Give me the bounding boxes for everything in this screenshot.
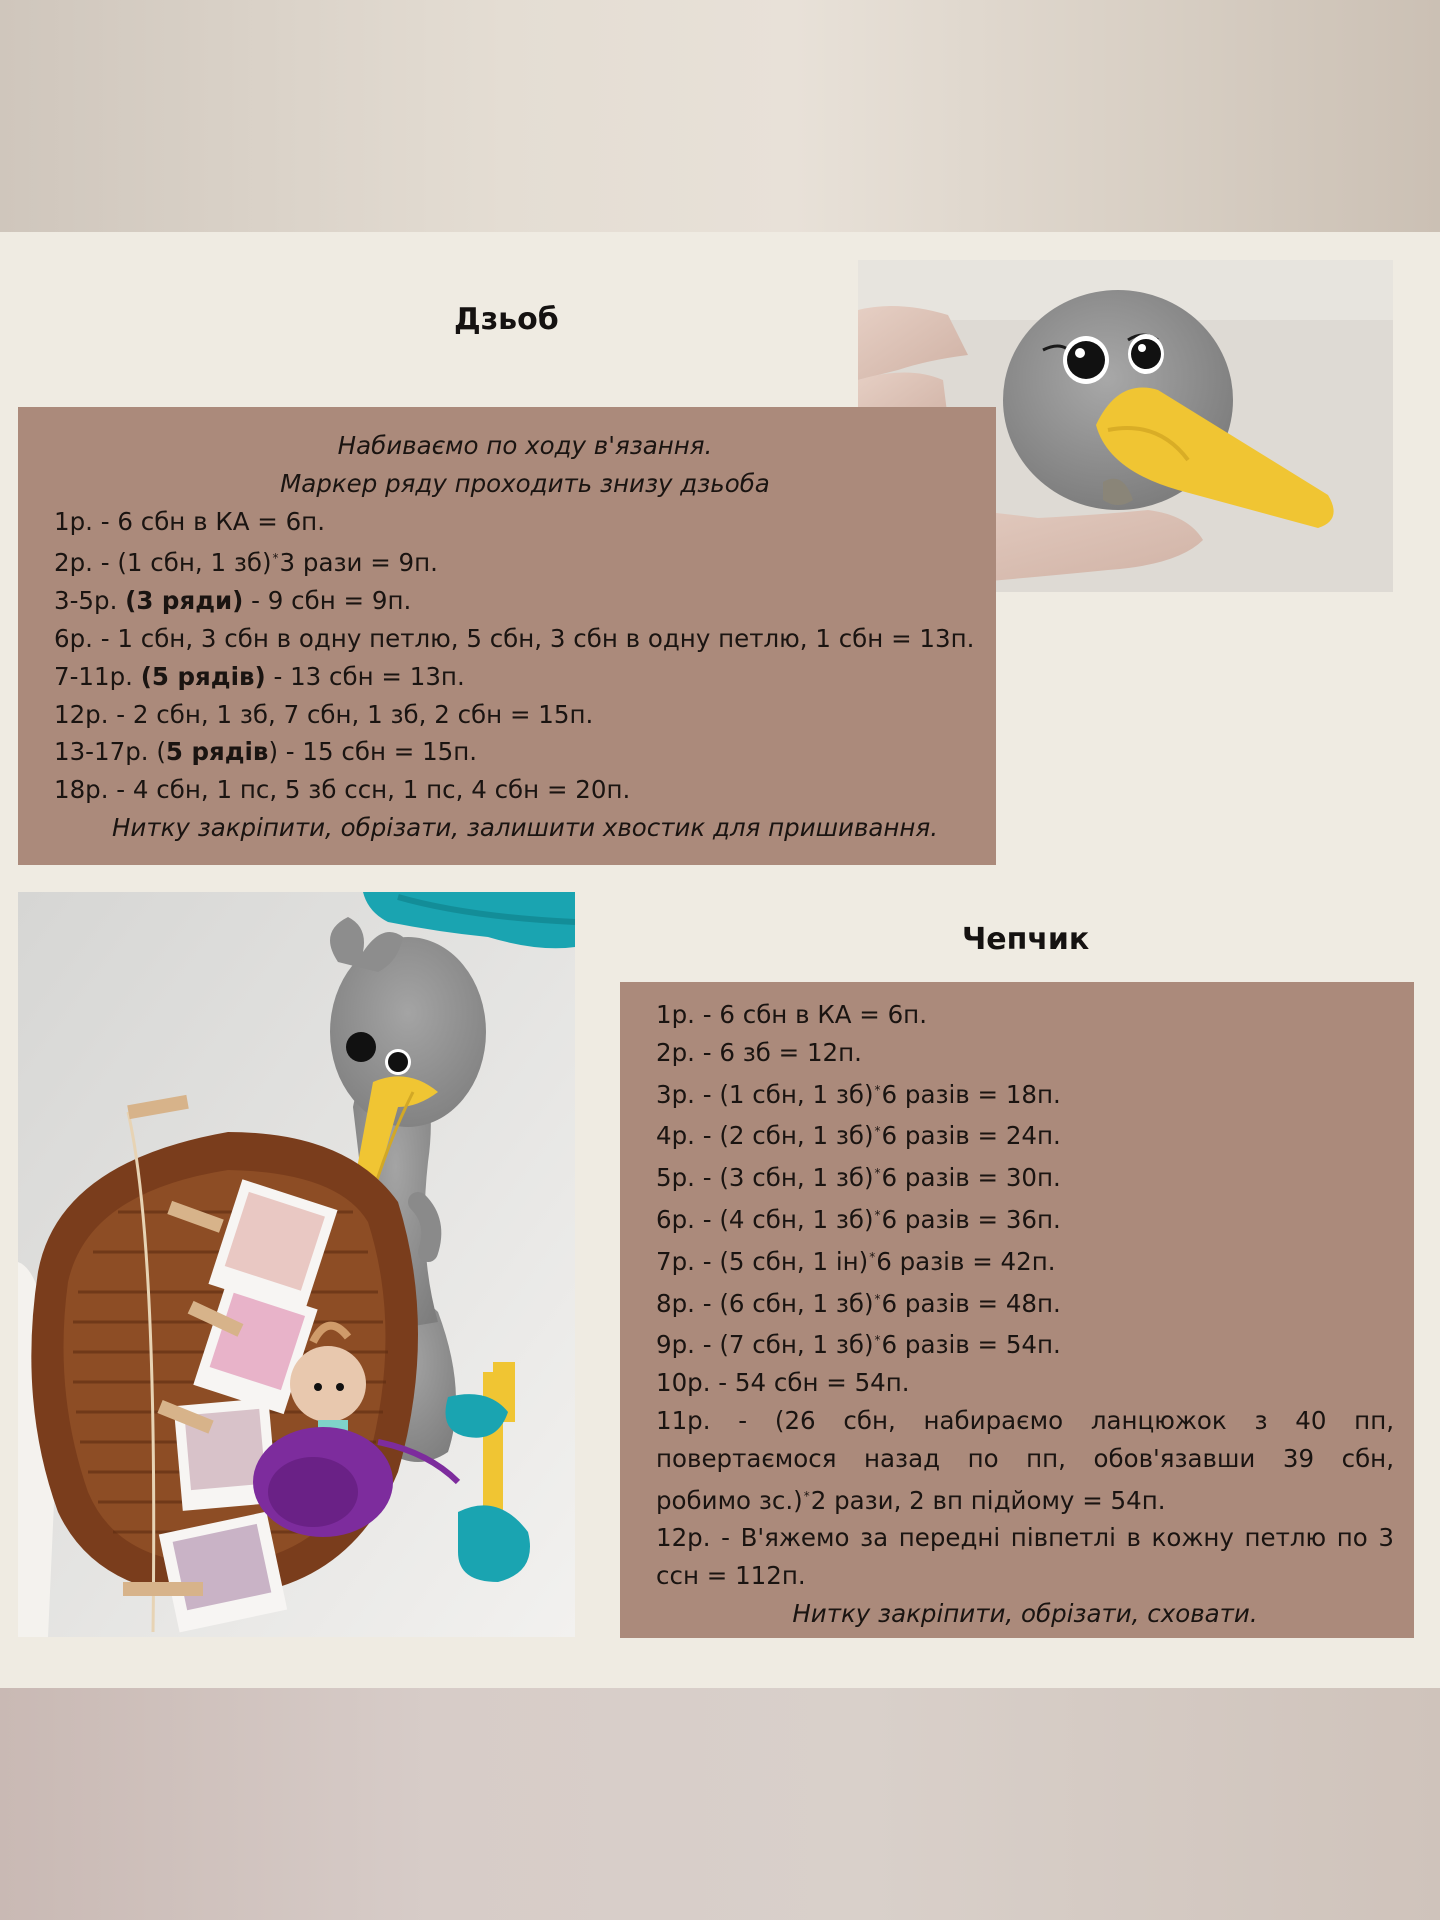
cap-row-12-line: 12р. - В'яжемо за передні півпетлі в кожну петлю по 3 [656, 1523, 1394, 1553]
beak-intro-line: Маркер ряду проходить знизу дзьоба [280, 468, 770, 498]
cap-row: 6р. - (4 сбн, 1 зб)*6 разів = 36п. [656, 1204, 1061, 1234]
cap-panel [620, 982, 1414, 1638]
beak-title: Дзьоб [454, 302, 559, 337]
beak-row: 6р. - 1 сбн, 3 сбн в одну петлю, 5 сбн, 3 сбн в одну петлю, 1 сбн = 13п. [54, 623, 975, 653]
cap-row: 2р. - 6 зб = 12п. [656, 1037, 862, 1067]
cap-outro: Нитку закріпити, обрізати, сховати. [792, 1598, 1258, 1628]
cap-row: 10р. - 54 сбн = 54п. [656, 1368, 910, 1398]
cap-title: Чепчик [962, 922, 1090, 957]
beak-outro: Нитку закріпити, обрізати, залишити хвостик для пришивання. [112, 812, 938, 842]
beak-intro-line: Набиваємо по ходу в'язання. [337, 431, 713, 460]
beak-row: 18р. - 4 сбн, 1 пс, 5 зб ссн, 1 пс, 4 сбн = 20п. [54, 775, 631, 805]
cap-row-12-line: ссн = 112п. [656, 1561, 806, 1591]
beak-row: 2р. - (1 сбн, 1 зб)*3 рази = 9п. [54, 548, 438, 578]
beak-row: 1р. - 6 сбн в КА = 6п. [54, 506, 325, 536]
cap-row: 7р. - (5 сбн, 1 ін)*6 разів = 42п. [656, 1246, 1056, 1276]
beak-row: 13-17р. (5 рядів) - 15 сбн = 15п. [54, 737, 478, 767]
stork-photo [18, 892, 575, 1637]
cap-row-11-line: 11р. - (26 сбн, набираємо ланцюжок з 40 пп, [656, 1405, 1394, 1435]
cap-row-11-line: повертаємося назад по пп, обов'язавши 39 сбн, [656, 1443, 1394, 1473]
cap-row-11-line: робимо зс.)*2 рази, 2 вп підйому = 54п. [656, 1485, 1166, 1515]
cap-row: 3р. - (1 сбн, 1 зб)*6 разів = 18п. [656, 1079, 1061, 1109]
blurred-background-top [0, 0, 1440, 232]
beak-panel [18, 407, 996, 865]
beak-row: 3-5р. (3 ряди) - 9 сбн = 9п. [54, 586, 412, 616]
cap-row: 8р. - (6 сбн, 1 зб)*6 разів = 48п. [656, 1288, 1061, 1318]
cap-row: 5р. - (3 сбн, 1 зб)*6 разів = 30п. [656, 1163, 1061, 1193]
cap-row: 4р. - (2 сбн, 1 зб)*6 разів = 24п. [656, 1121, 1061, 1151]
beak-row: 7-11р. (5 рядів) - 13 сбн = 13п. [54, 661, 465, 691]
blurred-background-bottom [0, 1688, 1440, 1920]
beak-row: 12р. - 2 сбн, 1 зб, 7 сбн, 1 зб, 2 сбн = 15п. [54, 699, 594, 729]
cap-row: 9р. - (7 сбн, 1 зб)*6 разів = 54п. [656, 1330, 1061, 1360]
stork-eye-icon [346, 1032, 376, 1062]
pattern-page [0, 232, 1440, 1688]
cap-row: 1р. - 6 сбн в КА = 6п. [656, 1000, 927, 1029]
eye-icon [1067, 341, 1105, 379]
doll-head [290, 1346, 366, 1422]
